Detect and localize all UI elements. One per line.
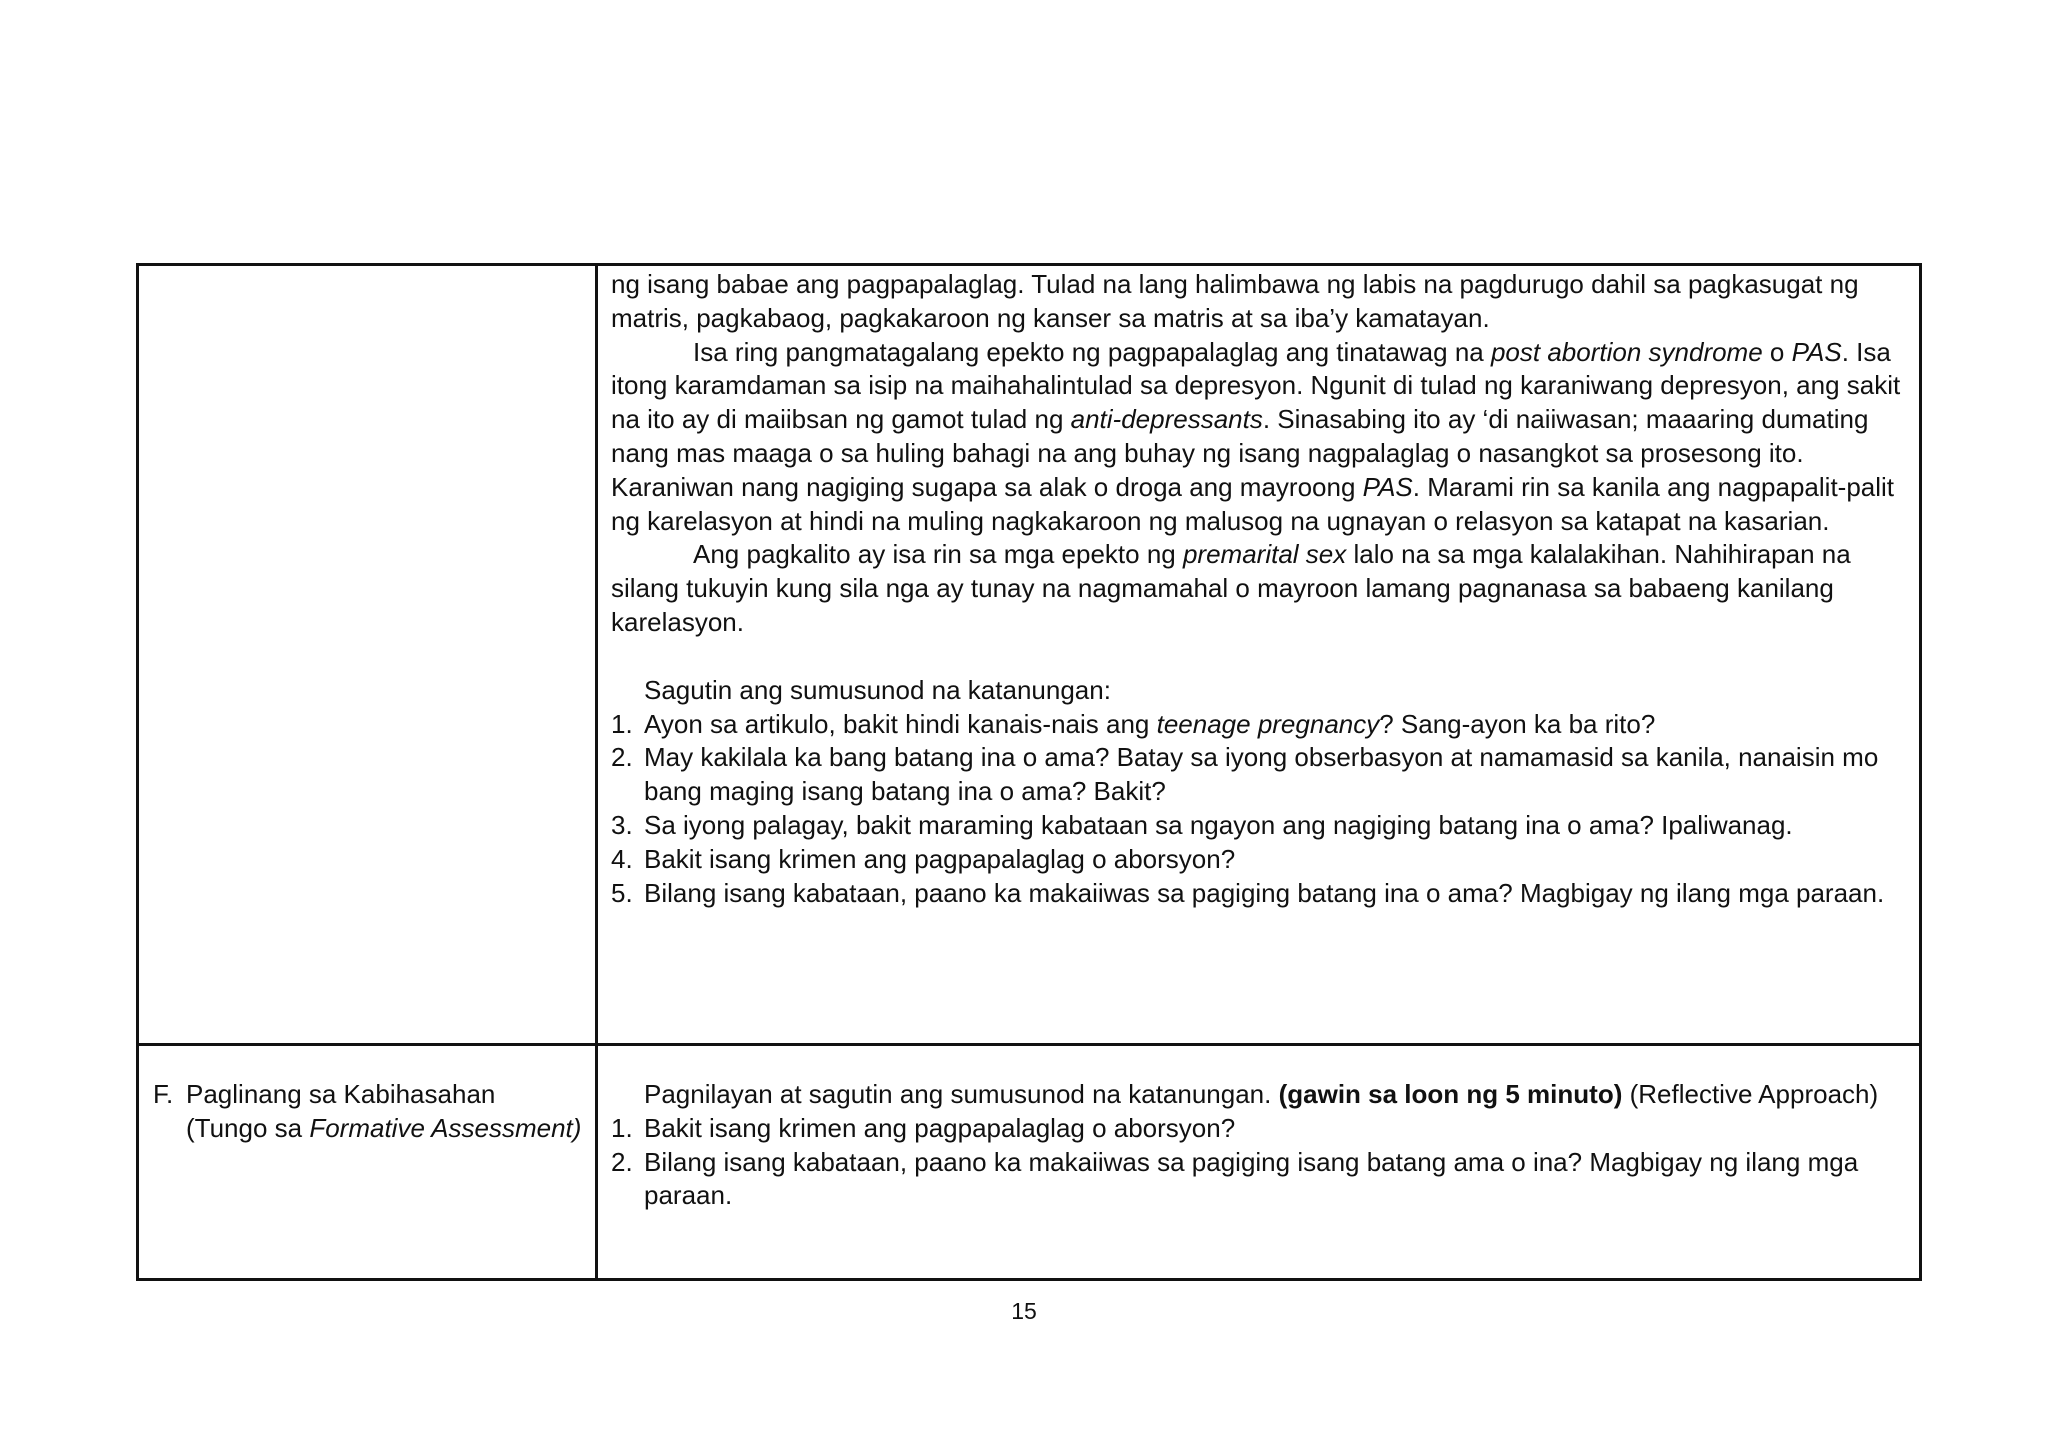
question-number: 5.: [611, 877, 633, 908]
table-row: [138, 265, 1921, 1045]
row1-left-cell: [138, 265, 597, 1045]
section-letter: F.: [153, 1079, 174, 1109]
page-number: 15: [1011, 1298, 1037, 1324]
list-item: 5. Bilang isang kabataan, paano ka makaiiwas sa pagiging batang ina o ama? Magbigay ng ilang mga paraan.: [611, 877, 1901, 911]
questions-heading: Sagutin ang sumusunod na katanungan:: [644, 674, 1111, 705]
reflection-intro: Pagnilayan at sagutin ang sumusunod na katanungan. (gawin sa loon ng 5 minuto) (Reflective Approach): [644, 1079, 1879, 1109]
question-number: 1.: [611, 1112, 633, 1143]
row2-left-cell: [138, 1045, 597, 1280]
row2-right-cell: [597, 1045, 1921, 1280]
list-item: 1. Bakit isang krimen ang pagpapalaglag o aborsyon?: [611, 1112, 1901, 1146]
list-item: 3. Sa iyong palagay, bakit maraming kabataan sa ngayon ang nagiging batang ina o ama? Ipaliwanag.: [611, 809, 1901, 843]
list-item: 4. Bakit isang krimen ang pagpapalaglag o aborsyon?: [611, 843, 1901, 877]
paragraph-1: ng isang babae ang pagpapalaglag. Tulad na lang halimbawa ng labis na pagdurugo dahil sa pagkasugat ng matris, pagkabaog, pagkakaroon ng kanser sa matris at sa iba’y kamatayan.: [611, 269, 1859, 333]
list-item: 1. Ayon sa artikulo, bakit hindi kanais-nais ang teenage pregnancy? Sang-ayon ka ba rito?: [611, 708, 1901, 742]
spacer: [611, 640, 1901, 674]
lesson-plan-table: [136, 263, 1922, 1281]
question-number: 2.: [611, 1146, 633, 1177]
section-label: F. Paglinang sa Kabihasahan (Tungo sa Formative Assessment): [153, 1079, 582, 1143]
list-item: 2. Bilang isang kabataan, paano ka makaiiwas sa pagiging isang batang ama o ina? Magbigay ng ilang mga paraan.: [611, 1146, 1859, 1211]
question-number: 2.: [611, 742, 633, 773]
question-number: 3.: [611, 809, 633, 840]
list-item: 2. May kakilala ka bang batang ina o ama? Batay sa iyong obserbasyon at namamasid sa kanila, nanaisin mo bang maging isang batang ina o ama? Bakit?: [611, 742, 1879, 807]
paragraph-3: Ang pagkalito ay isa rin sa mga epekto ng premarital sex lalo na sa mga kalalakihan. Nahihirapan na silang tukuyin kung sila nga ay tunay na nagmamahal o mayroon lamang pagnanasa sa babaeng kanilang karelasyon.: [611, 539, 1851, 637]
question-number: 1.: [611, 708, 633, 739]
questions-list: [611, 708, 1901, 911]
row1-right-cell: [597, 265, 1921, 1045]
table-row: [138, 1045, 1921, 1280]
question-number: 4.: [611, 843, 633, 874]
paragraph-2: Isa ring pangmatagalang epekto ng pagpapalaglag ang tinatawag na post abortion syndrome o PAS. Isa itong karamdaman sa isip na maihahalintulad sa depresyon. Ngunit di tulad ng karaniwang depresyon, ang sakit na ito ay di maiibsan ng gamot tulad ng anti-depressants. Sinasabing ito ay ‘di naiiwasan; maaaring dumating nang mas maaga o sa huling bahagi na ang buhay ng isang nagpalaglag o nasangkot sa prosesong ito. Karaniwan nang nagiging sugapa sa alak o droga ang mayroong PAS. Marami rin sa kanila ang nagpapalit-palit ng karelasyon at hindi na muling nagkakaroon ng malusog na ugnayan o relasyon sa katapat na kasarian.: [611, 336, 1901, 536]
reflection-questions-list: [611, 1112, 1901, 1213]
